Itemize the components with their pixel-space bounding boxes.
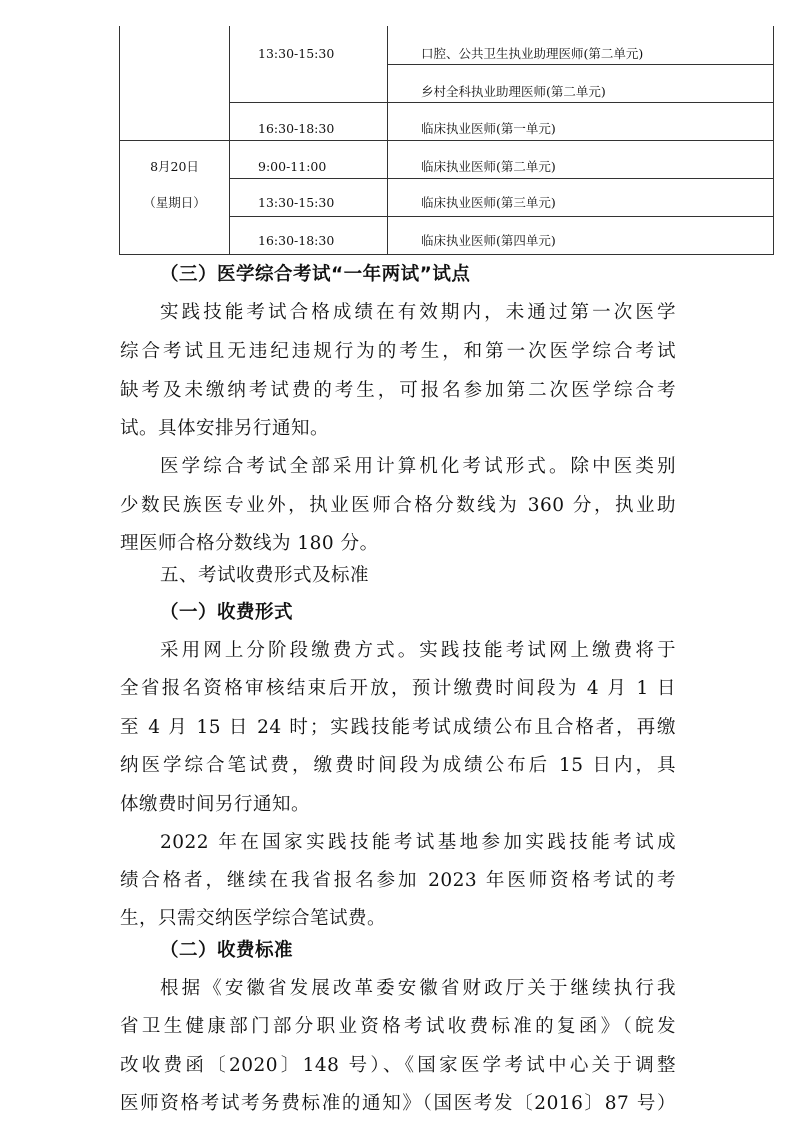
paragraph-line: 采用网上分阶段缴费方式。实践技能考试网上缴费将于	[160, 640, 676, 661]
paragraph-line: 医师资格考试考务费标准的通知》（国医考发〔2016〕87 号）	[120, 1093, 676, 1114]
weekday-cell: （星期日）	[143, 195, 206, 210]
subheading-trial: （三）医学综合考试“一年两试”试点	[160, 264, 471, 285]
paragraph-line: 理医师合格分数线为 180 分。	[120, 533, 379, 554]
paragraph-line: 省卫生健康部门部分职业资格考试收费标准的复函》（皖发	[120, 1016, 676, 1037]
paragraph-line: 少数民族医专业外，执业医师合格分数线为 360 分，执业助	[120, 495, 676, 516]
table-row-divider	[229, 102, 773, 103]
paragraph-line: 根据《安徽省发展改革委安徽省财政厅关于继续执行我	[160, 978, 676, 999]
exam-cell: 口腔、公共卫生执业助理医师(第二单元)	[421, 46, 644, 61]
paragraph-line: 2022 年在国家实践技能考试基地参加实践技能考试成	[160, 832, 676, 853]
paragraph-line: 缺考及未缴纳考试费的考生，可报名参加第二次医学综合考	[120, 380, 676, 401]
paragraph-line: 生，只需交纳医学综合笔试费。	[120, 908, 387, 929]
table-row-divider	[120, 140, 773, 141]
time-cell: 9:00-11:00	[258, 159, 327, 174]
paragraph-line: 纳医学综合笔试费，缴费时间段为成绩公布后 15 日内，具	[120, 755, 676, 776]
time-cell: 13:30-15:30	[258, 195, 335, 210]
table-row-divider	[387, 64, 773, 65]
table-row-divider	[229, 216, 773, 217]
exam-cell: 临床执业医师(第二单元)	[421, 159, 556, 174]
paragraph-line: 实践技能考试合格成绩在有效期内，未通过第一次医学	[160, 302, 676, 323]
exam-cell: 临床执业医师(第四单元)	[421, 233, 556, 248]
subheading-fee-form: （一）收费形式	[160, 602, 294, 623]
paragraph-line: 综合考试且无违纪违规行为的考生，和第一次医学综合考试	[120, 341, 676, 362]
table-row-divider	[229, 178, 773, 179]
paragraph-line: 试。具体安排另行通知。	[120, 418, 330, 439]
exam-cell: 临床执业医师(第一单元)	[421, 121, 556, 136]
time-cell: 16:30-18:30	[258, 233, 335, 248]
exam-cell: 临床执业医师(第三单元)	[421, 195, 556, 210]
paragraph-line: 至 4 月 15 日 24 时；实践技能考试成绩公布且合格者，再缴	[120, 717, 676, 738]
section-heading-fees: 五、考试收费形式及标准	[160, 565, 370, 586]
exam-cell: 乡村全科执业助理医师(第二单元)	[421, 84, 606, 99]
paragraph-line: 绩合格者，继续在我省报名参加 2023 年医师资格考试的考	[120, 870, 676, 891]
subheading-fee-standard: （二）收费标准	[160, 940, 294, 961]
paragraph-line: 体缴费时间另行通知。	[120, 794, 311, 815]
paragraph-line: 改收费函〔2020〕148 号）、《国家医学考试中心关于调整	[120, 1055, 676, 1076]
paragraph-line: 医学综合考试全部采用计算机化考试形式。除中医类别	[160, 456, 676, 477]
date-cell: 8月20日	[150, 159, 199, 174]
time-cell: 13:30-15:30	[258, 46, 335, 61]
exam-schedule-table	[119, 26, 774, 255]
time-cell: 16:30-18:30	[258, 121, 335, 136]
paragraph-line: 全省报名资格审核结束后开放，预计缴费时间段为 4 月 1 日	[120, 678, 676, 699]
